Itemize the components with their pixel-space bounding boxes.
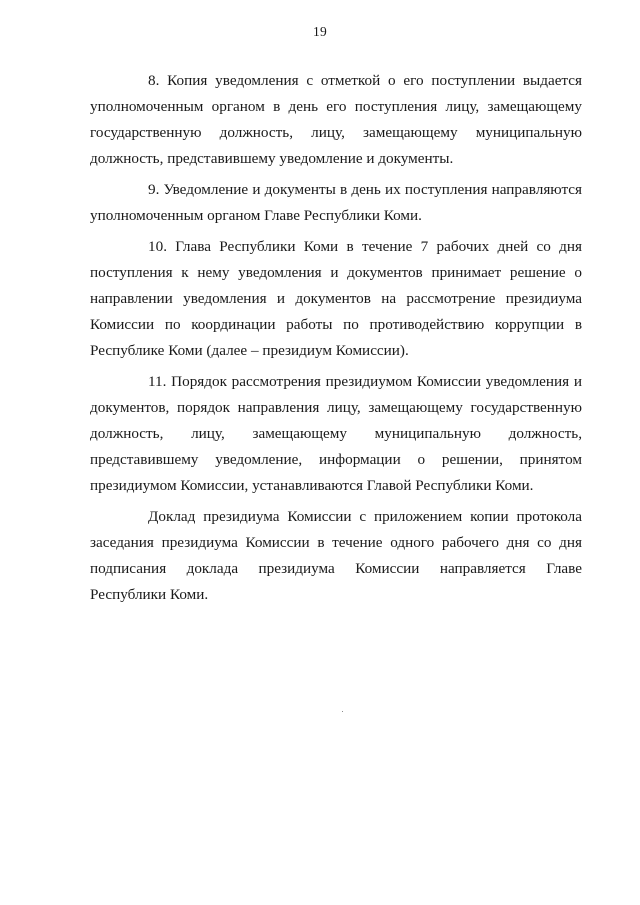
text-line: поступления к нему уведомления и документов принимает решение о <box>90 264 582 281</box>
text-line: президиумом Комиссии, устанавливаются Главой Республики Коми. <box>90 477 534 494</box>
text-line: 10. Глава Республики Коми в течение 7 рабочих дней со дня <box>148 238 582 255</box>
scan-speck <box>342 711 343 712</box>
paragraph-11 <box>90 369 582 499</box>
page-number: 19 <box>312 24 328 39</box>
text-line: заседания президиума Комиссии в течение одного рабочего дня со дня <box>90 534 582 551</box>
paragraph-10 <box>90 234 582 364</box>
text-line: должность, лицу, замещающему муниципальную должность, <box>90 425 582 442</box>
text-line: должность, представившему уведомление и документы. <box>90 150 454 167</box>
text-line: уполномоченным органом Главе Республики Коми. <box>90 207 422 224</box>
text-line: 11. Порядок рассмотрения президиумом Комиссии уведомления и <box>148 373 582 390</box>
text-line: подписания доклада президиума Комиссии направляется Главе <box>90 560 582 577</box>
paragraph-9 <box>90 177 582 229</box>
text-line: документов, порядок направления лицу, замещающему государственную <box>90 399 582 416</box>
paragraph-report <box>90 504 582 608</box>
text-line: Доклад президиума Комиссии с приложением копии протокола <box>148 508 582 525</box>
text-line: Комиссии по координации работы по противодействию коррупции в <box>90 316 582 333</box>
text-line: уполномоченным органом в день его поступления лицу, замещающему <box>90 98 582 115</box>
document-body <box>90 68 582 608</box>
paragraph-8 <box>90 68 582 172</box>
text-line: 9. Уведомление и документы в день их поступления направляются <box>148 181 582 198</box>
text-line: представившему уведомление, информации о решении, принятом <box>90 451 582 468</box>
text-line: Республики Коми. <box>90 586 209 603</box>
text-line: государственную должность, лицу, замещающему муниципальную <box>90 124 582 141</box>
text-line: 8. Копия уведомления с отметкой о его поступлении выдается <box>148 72 582 89</box>
text-line: направлении уведомления и документов на рассмотрение президиума <box>90 290 582 307</box>
text-line: Республике Коми (далее – президиум Комиссии). <box>90 342 409 359</box>
